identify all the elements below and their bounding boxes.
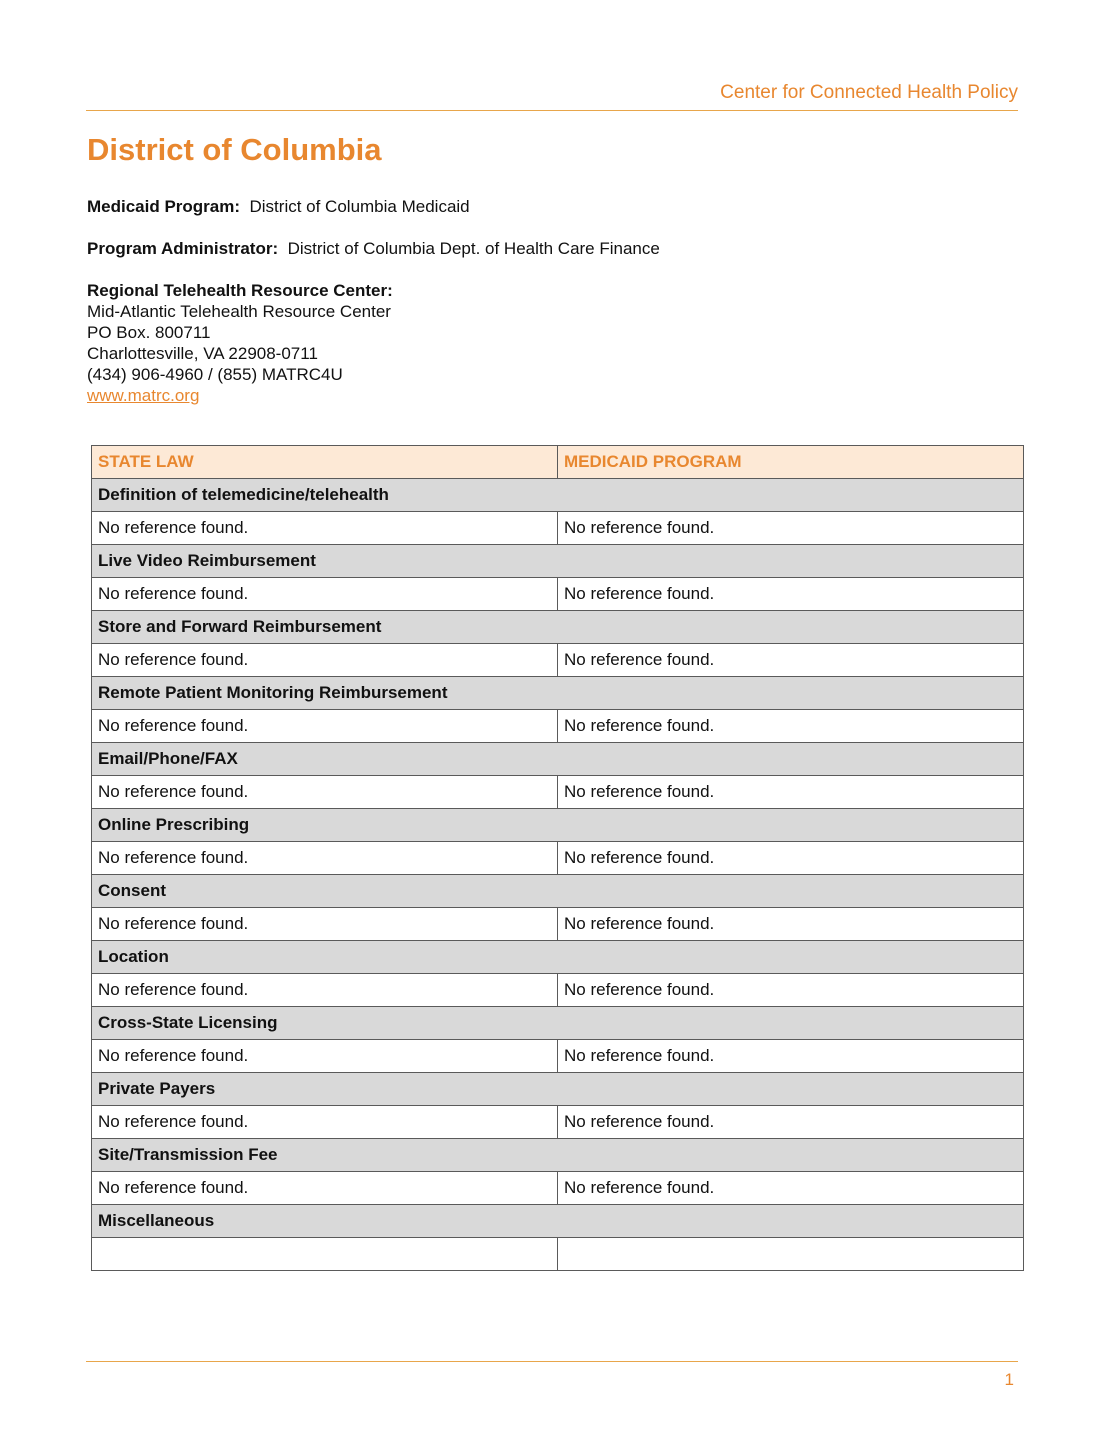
category-label: Location [92, 941, 1024, 974]
telehealth-policy-table [91, 445, 1024, 1271]
category-row [92, 743, 1024, 776]
category-label: Cross-State Licensing [92, 1007, 1024, 1040]
header-divider [86, 110, 1018, 111]
category-label: Email/Phone/FAX [92, 743, 1024, 776]
table-header-row [92, 446, 1024, 479]
category-label: Remote Patient Monitoring Reimbursement [92, 677, 1024, 710]
state-law-cell: No reference found. [92, 974, 558, 1007]
table-row [92, 512, 1024, 545]
category-label: Store and Forward Reimbursement [92, 611, 1024, 644]
category-label: Miscellaneous [92, 1205, 1024, 1238]
medicaid-program-cell: No reference found. [558, 710, 1024, 743]
medicaid-program-value: District of Columbia Medicaid [249, 197, 470, 216]
header-org-name: Center for Connected Health Policy [720, 82, 1018, 103]
program-administrator-label: Program Administrator: [87, 239, 279, 258]
medicaid-program-cell: No reference found. [558, 776, 1024, 809]
state-law-cell: No reference found. [92, 908, 558, 941]
state-law-cell: No reference found. [92, 644, 558, 677]
header-medicaid-program: MEDICAID PROGRAM [558, 446, 1024, 479]
category-row [92, 677, 1024, 710]
table-row [92, 1040, 1024, 1073]
resource-center-label: Regional Telehealth Resource Center: [87, 281, 393, 300]
category-row [92, 875, 1024, 908]
state-law-cell: No reference found. [92, 1106, 558, 1139]
medicaid-program-cell: No reference found. [558, 1172, 1024, 1205]
category-row [92, 809, 1024, 842]
category-row [92, 479, 1024, 512]
table-row [92, 578, 1024, 611]
state-law-cell: No reference found. [92, 776, 558, 809]
medicaid-program-label: Medicaid Program: [87, 197, 241, 216]
category-label: Site/Transmission Fee [92, 1139, 1024, 1172]
footer-divider [86, 1361, 1018, 1362]
table-row [92, 776, 1024, 809]
state-law-cell: No reference found. [92, 842, 558, 875]
state-law-cell: No reference found. [92, 578, 558, 611]
state-law-cell: No reference found. [92, 710, 558, 743]
medicaid-program-cell: No reference found. [558, 578, 1024, 611]
medicaid-program-cell: No reference found. [558, 644, 1024, 677]
category-label: Private Payers [92, 1073, 1024, 1106]
category-row [92, 611, 1024, 644]
state-law-cell: No reference found. [92, 512, 558, 545]
state-law-cell: No reference found. [92, 1040, 558, 1073]
resource-center-info [87, 280, 393, 406]
program-administrator-info [87, 238, 660, 259]
table-row [92, 1172, 1024, 1205]
resource-center-phone: (434) 906-4960 / (855) MATRC4U [87, 365, 343, 384]
medicaid-program-info [87, 196, 470, 217]
resource-center-po-box: PO Box. 800711 [87, 323, 211, 342]
medicaid-program-cell: No reference found. [558, 512, 1024, 545]
state-law-cell: No reference found. [92, 1172, 558, 1205]
resource-center-city: Charlottesville, VA 22908-0711 [87, 344, 318, 363]
category-label: Consent [92, 875, 1024, 908]
table-row [92, 974, 1024, 1007]
state-law-cell [92, 1238, 558, 1271]
header-state-law: STATE LAW [92, 446, 558, 479]
category-row [92, 545, 1024, 578]
medicaid-program-cell: No reference found. [558, 1040, 1024, 1073]
table-row [92, 842, 1024, 875]
category-row [92, 1007, 1024, 1040]
medicaid-program-cell: No reference found. [558, 842, 1024, 875]
table-row [92, 644, 1024, 677]
category-label: Definition of telemedicine/telehealth [92, 479, 1024, 512]
program-administrator-value: District of Columbia Dept. of Health Care Finance [287, 239, 660, 258]
medicaid-program-cell [558, 1238, 1024, 1271]
page-title: District of Columbia [87, 132, 382, 167]
table-row [92, 710, 1024, 743]
category-row [92, 1205, 1024, 1238]
table-row [92, 908, 1024, 941]
category-row [92, 1139, 1024, 1172]
resource-center-website-link[interactable]: www.matrc.org [87, 386, 200, 405]
resource-center-name: Mid-Atlantic Telehealth Resource Center [87, 302, 391, 321]
medicaid-program-cell: No reference found. [558, 974, 1024, 1007]
table-row [92, 1106, 1024, 1139]
category-label: Online Prescribing [92, 809, 1024, 842]
category-label: Live Video Reimbursement [92, 545, 1024, 578]
table-row [92, 1238, 1024, 1271]
medicaid-program-cell: No reference found. [558, 1106, 1024, 1139]
category-row [92, 941, 1024, 974]
medicaid-program-cell: No reference found. [558, 908, 1024, 941]
category-row [92, 1073, 1024, 1106]
page-number: 1 [1004, 1370, 1014, 1389]
